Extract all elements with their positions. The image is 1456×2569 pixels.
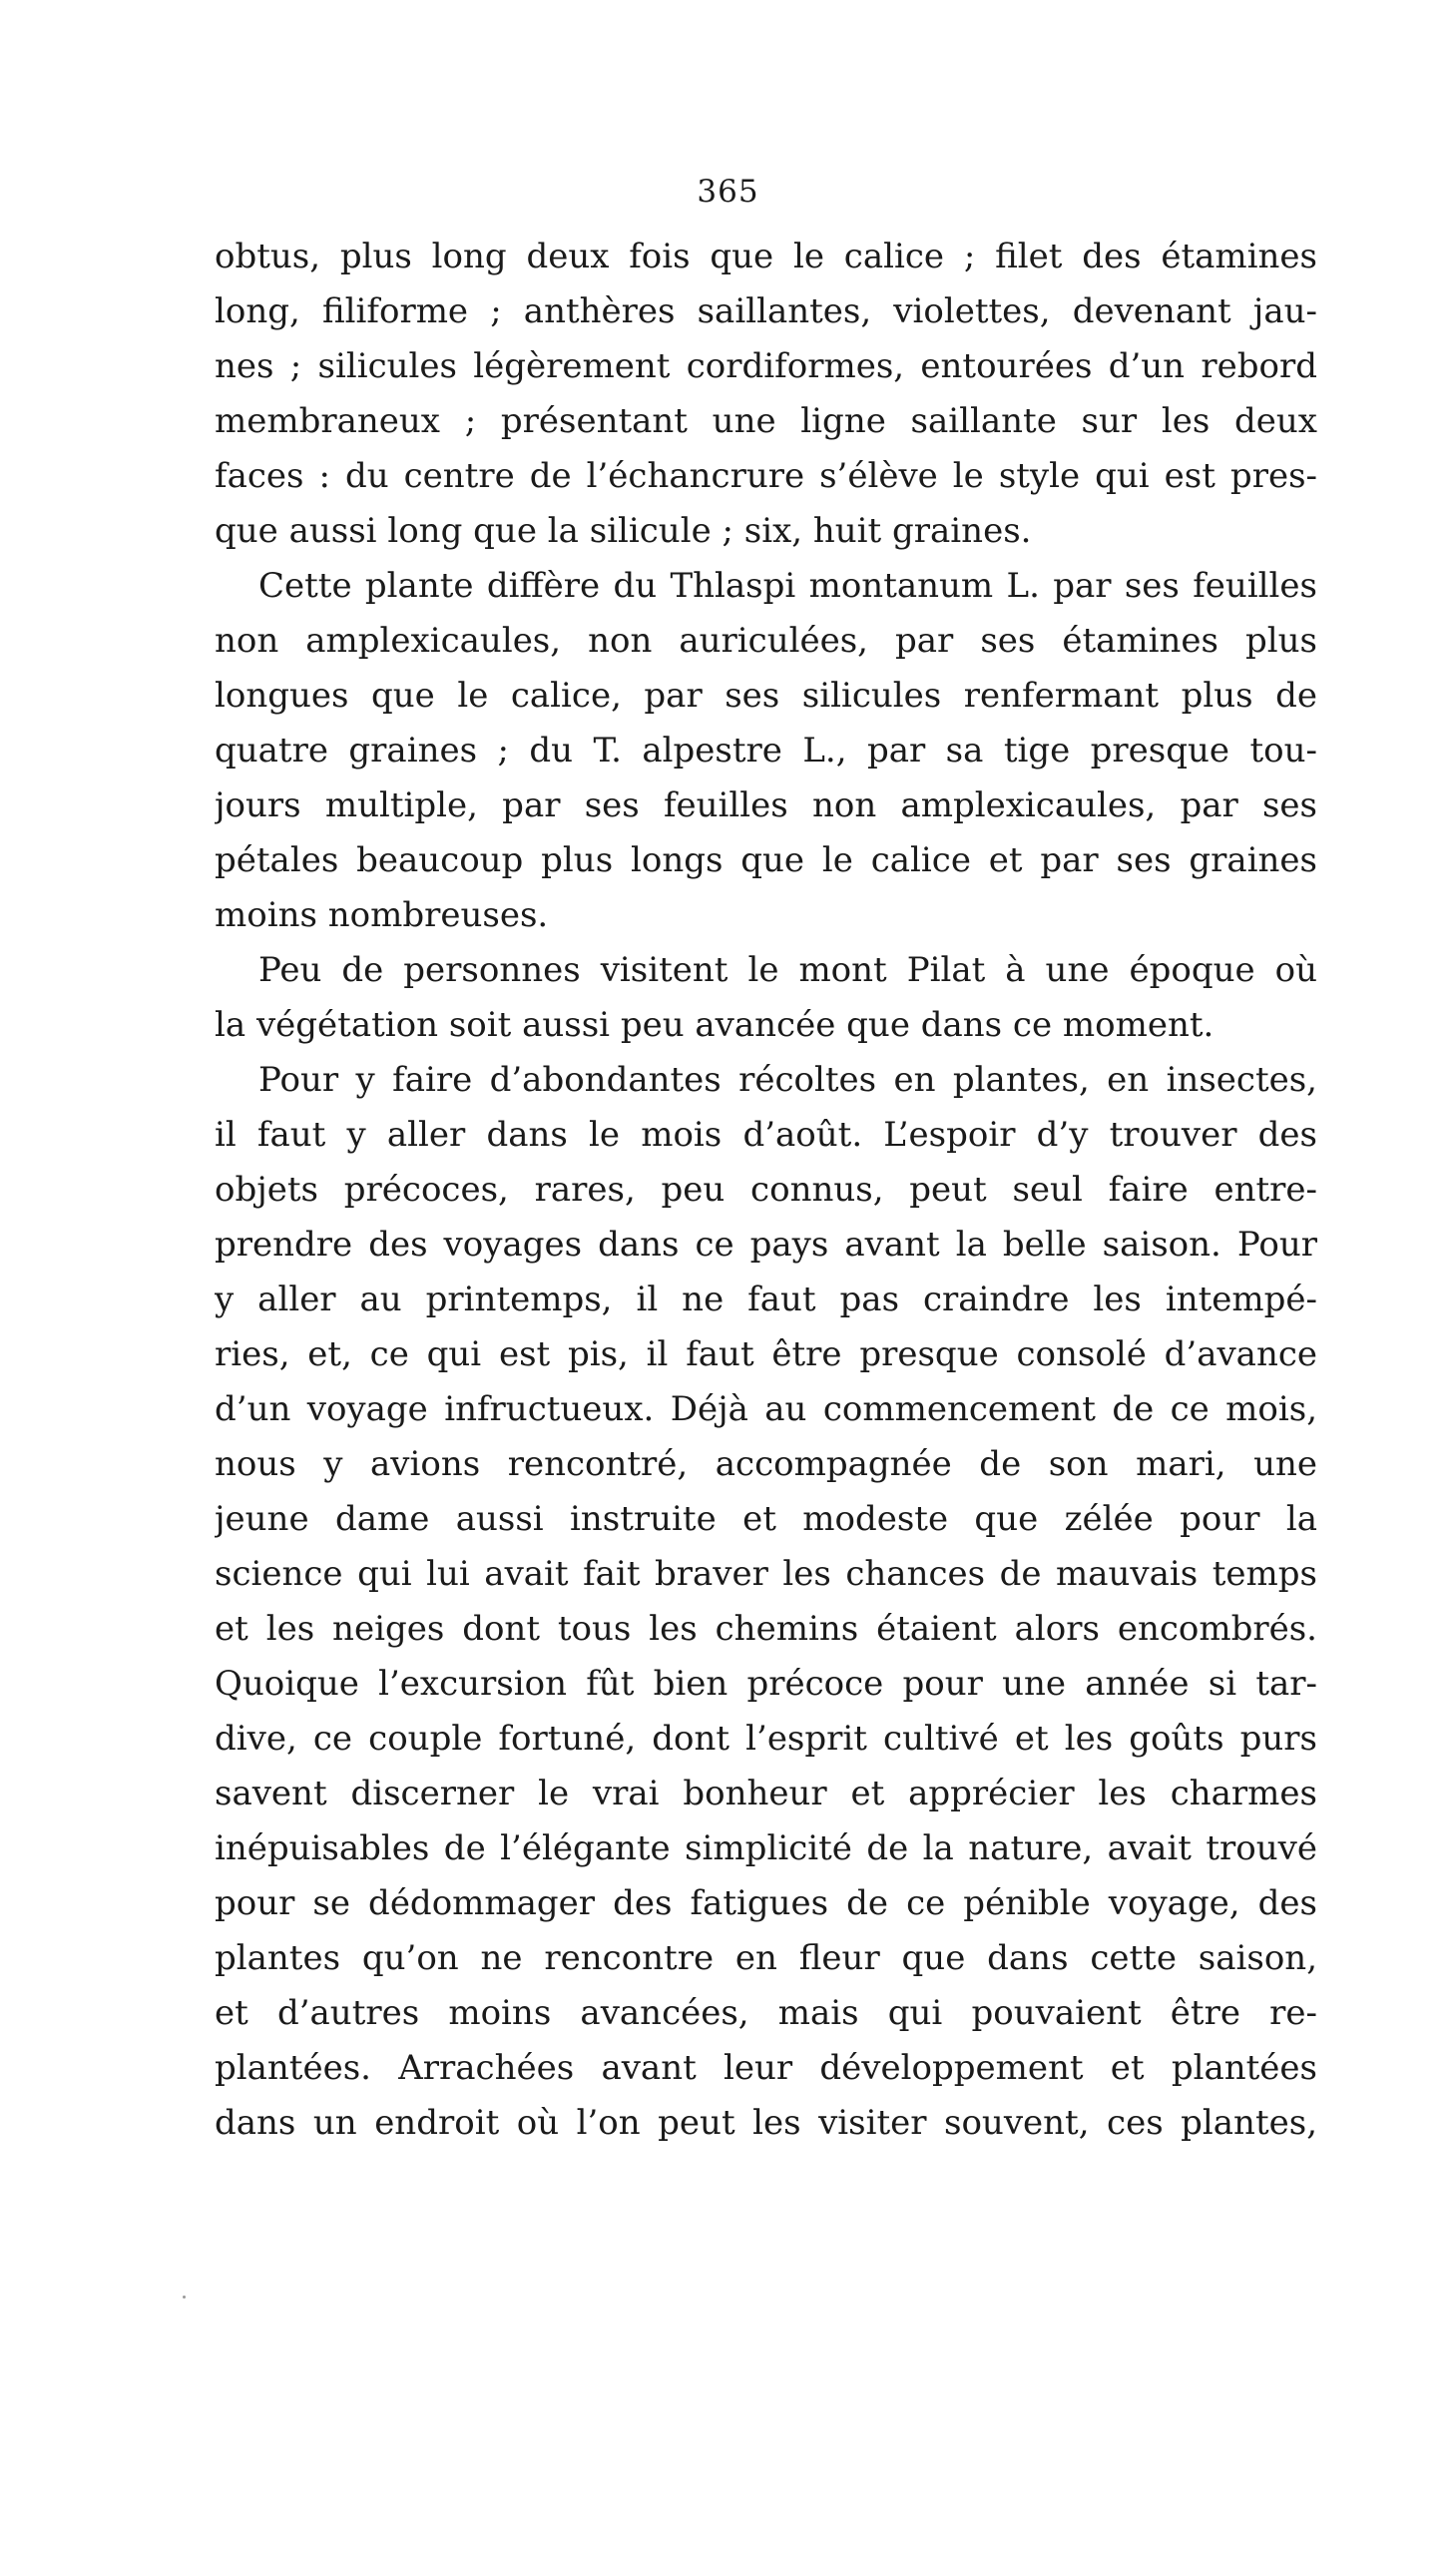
text-line: et d’autres moins avancées, mais qui pouvaient être re- [215, 1993, 1317, 2033]
text-line: objets précoces, rares, peu connus, peut seul faire entre- [215, 1170, 1317, 1210]
text-line: membraneux ; présentant une ligne saillante sur les deux [215, 401, 1317, 441]
text-line: dans un endroit où l’on peut les visiter souvent, ces plantes, [215, 2103, 1317, 2143]
text-line: quatre graines ; du T. alpestre L., par sa tige presque tou- [215, 731, 1317, 771]
text-line: ries, et, ce qui est pis, il faut être presque consolé d’avance [215, 1334, 1317, 1374]
text-line: plantes qu’on ne rencontre en fleur que dans cette saison, [215, 1938, 1317, 1978]
text-line: jeune dame aussi instruite et modeste que zélée pour la [215, 1499, 1317, 1539]
text-line: pétales beaucoup plus longs que le calice et par ses graines [215, 840, 1317, 880]
text-line: moins nombreuses. [215, 895, 549, 935]
text-line: obtus, plus long deux fois que le calice ; filet des étamines [215, 237, 1317, 276]
text-line: la végétation soit aussi peu avancée que dans ce moment. [215, 1005, 1214, 1045]
text-line: science qui lui avait fait braver les chances de mauvais temps [215, 1554, 1317, 1594]
text-line: inépuisables de l’élégante simplicité de la nature, avait trouvé [215, 1828, 1317, 1868]
text-segment: Cette plante diffère du Thlaspi montanum L. par ses feuilles [258, 566, 1317, 606]
text-line: plantées. Arrachées avant leur développement et plantées [215, 2048, 1317, 2088]
text-line: longues que le calice, par ses silicules renfermant plus de [215, 676, 1317, 716]
text-line: nous y avions rencontré, accompagnée de son mari, une [215, 1444, 1317, 1484]
text-line: jours multiple, par ses feuilles non amplexicaules, par ses [215, 785, 1317, 825]
text-line: y aller au printemps, il ne faut pas craindre les intempé- [215, 1280, 1317, 1319]
text-line: Peu de personnes visitent le mont Pilat à une époque où [258, 950, 1317, 990]
text-line: prendre des voyages dans ce pays avant la belle saison. Pour [215, 1225, 1317, 1265]
text-line: savent discerner le vrai bonheur et apprécier les charmes [215, 1774, 1317, 1813]
text-line: faces : du centre de l’échancrure s’élève le style qui est pres- [215, 456, 1317, 496]
text-line: Pour y faire d’abondantes récoltes en plantes, en insectes, [258, 1060, 1317, 1100]
text-line: pour se dédommager des fatigues de ce pénible voyage, des [215, 1883, 1317, 1923]
text-line: que aussi long que la silicule ; six, huit graines. [215, 511, 1032, 551]
page-number: 365 [697, 174, 759, 210]
paragraph-2 [215, 559, 1317, 943]
text-line: long, filiforme ; anthères saillantes, violettes, devenant jau- [215, 291, 1317, 331]
paper-speck [183, 2296, 186, 2299]
text-line: d’un voyage infructueux. Déjà au commencement de ce mois, [215, 1389, 1317, 1429]
text-line: dive, ce couple fortuné, dont l’esprit cultivé et les goûts purs [215, 1719, 1317, 1759]
text-line: non amplexicaules, non auriculées, par ses étamines plus [215, 621, 1317, 661]
text-line: et les neiges dont tous les chemins étaient alors encombrés. [215, 1609, 1317, 1649]
paragraph-1 [215, 230, 1317, 559]
text-line [215, 559, 1317, 614]
text-line: il faut y aller dans le mois d’août. L’espoir d’y trouver des [215, 1115, 1317, 1155]
paragraph-4 [215, 1053, 1317, 2151]
paragraph-3 [215, 943, 1317, 1053]
text-line: Quoique l’excursion fût bien précoce pour une année si tar- [215, 1664, 1317, 1704]
text-line: nes ; silicules légèrement cordiformes, entourées d’un rebord [215, 346, 1317, 386]
